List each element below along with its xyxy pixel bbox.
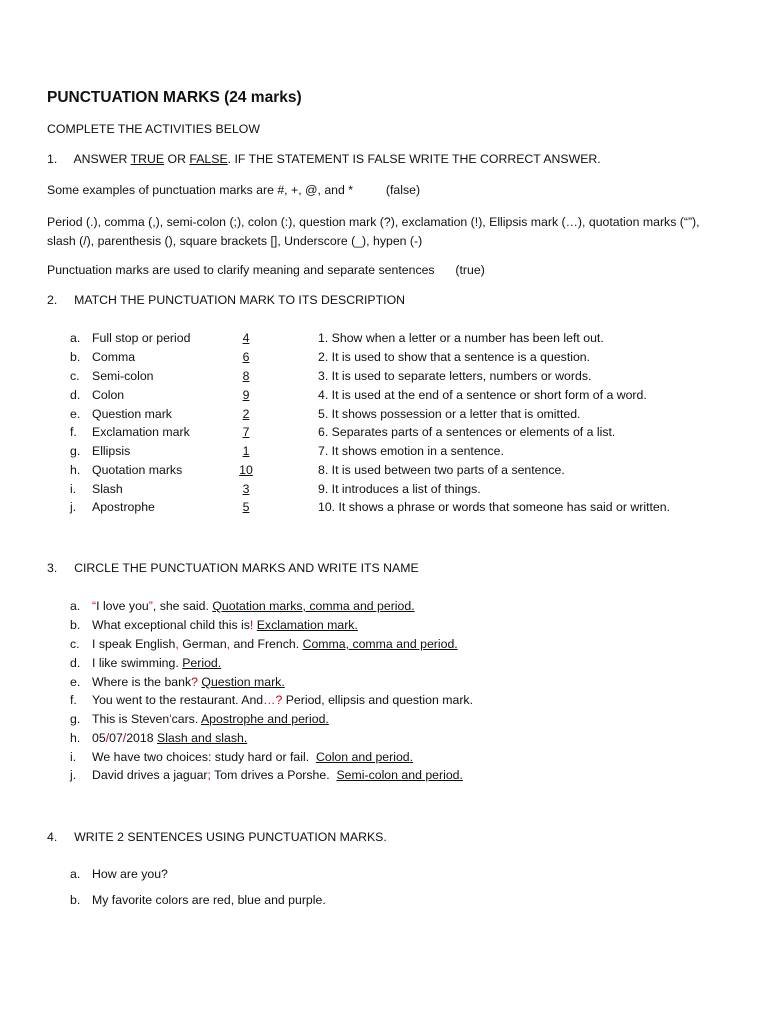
row-letter: c. [70, 637, 80, 651]
sentence-text: , she said. [152, 599, 213, 613]
row-letter: i. [70, 482, 77, 496]
section-4-heading [47, 830, 387, 844]
match-answer: 1 [242, 444, 250, 458]
punctuation-mark: / [105, 731, 110, 745]
sentence-text: I love you [96, 599, 149, 613]
sentence [92, 673, 285, 691]
match-answer: 5 [242, 500, 250, 514]
row-letter: h. [70, 463, 81, 477]
sentence [92, 654, 221, 672]
row-letter: f. [70, 425, 77, 439]
answer-text: Period, ellipsis and question mark. [285, 693, 474, 707]
heading-true: TRUE [130, 152, 165, 166]
mark-name: Comma [92, 350, 136, 364]
sentence-text: cars. [171, 712, 201, 726]
sentence-text: 07 [109, 731, 123, 745]
mark-description: 10. It shows a phrase or words that someone has said or written. [318, 500, 671, 514]
sentence-text: and French. [230, 637, 303, 651]
sentence [92, 748, 413, 766]
punctuation-mark: , [175, 637, 179, 651]
match-answer: 7 [242, 425, 250, 439]
mark-name: Ellipsis [92, 444, 131, 458]
mark-description: 3. It is used to separate letters, numbers or words. [318, 369, 592, 383]
mark-description: 4. It is used at the end of a sentence or short form of a word. [318, 388, 647, 402]
sentence-text: 05 [92, 731, 106, 745]
answer-text: Period. [182, 656, 222, 670]
heading-text: . IF THE STATEMENT IS FALSE WRITE THE CORRECT ANSWER. [227, 152, 601, 166]
match-answer: 10 [239, 463, 253, 477]
mark-name: Exclamation mark [92, 425, 190, 439]
sentence [92, 691, 473, 709]
section-number: 1. [47, 152, 58, 166]
sentence-text: Tom drives a Porshe. [210, 768, 337, 782]
row-letter: j. [70, 500, 77, 514]
heading-text: OR [164, 152, 190, 166]
sentence [92, 597, 415, 615]
statement-1 [47, 183, 420, 197]
row-letter: d. [70, 388, 81, 402]
heading-text: CIRCLE THE PUNCTUATION MARKS AND WRITE ITS NAME [74, 561, 419, 575]
row-letter: e. [70, 407, 81, 421]
row-letter: g. [70, 712, 81, 726]
row-letter: d. [70, 656, 81, 670]
row-letter: e. [70, 675, 81, 689]
page-title: PUNCTUATION MARKS (24 marks) [47, 89, 302, 106]
punctuation-mark: “ [92, 599, 97, 613]
match-answer: 6 [242, 350, 250, 364]
statement-2 [47, 263, 485, 277]
row-letter: b. [70, 893, 81, 907]
mark-name: Slash [92, 482, 123, 496]
answer-text: Semi-colon and period. [336, 768, 463, 782]
sentence [92, 635, 458, 653]
sentence [92, 729, 247, 747]
row-letter: c. [70, 369, 80, 383]
heading-text: ANSWER [73, 152, 131, 166]
match-answer: 8 [242, 369, 250, 383]
statement-text: Punctuation marks are used to clarify meaning and separate sentences [47, 263, 435, 277]
mark-description: 7. It shows emotion in a sentence. [318, 444, 504, 458]
section-1-heading [47, 152, 601, 166]
sentence [92, 710, 329, 728]
row-letter: j. [70, 768, 77, 782]
answer-text: Exclamation mark. [256, 618, 358, 632]
row-letter: g. [70, 444, 81, 458]
answer-text: Quotation marks, comma and period. [212, 599, 415, 613]
sentence-text: Where is the bank [92, 675, 192, 689]
mark-name: Apostrophe [92, 500, 155, 514]
punctuation-mark: ” [148, 599, 153, 613]
statement-answer: (false) [385, 183, 421, 197]
sentence-text: You went to the restaurant. And [92, 693, 264, 707]
heading-text: MATCH THE PUNCTUATION MARK TO ITS DESCRIPTION [74, 293, 406, 307]
mark-name: Colon [92, 388, 125, 402]
mark-description: 9. It introduces a list of things. [318, 482, 481, 496]
answer-text: Question mark. [201, 675, 285, 689]
sentence-text: 2018 [126, 731, 157, 745]
match-answer: 3 [242, 482, 250, 496]
mark-description: 6. Separates parts of a sentences or elements of a list. [318, 425, 616, 439]
mark-description: 5. It shows possession or a letter that is omitted. [318, 407, 581, 421]
punctuation-mark: ! [249, 618, 254, 632]
mark-name: Full stop or period [92, 331, 191, 345]
sentence-text: German [178, 637, 227, 651]
answer-text: Apostrophe and period. [200, 712, 329, 726]
mark-description: 1. Show when a letter or a number has been left out. [318, 331, 604, 345]
sentence [92, 766, 463, 784]
sentence-text: How are you? [92, 867, 168, 881]
answer-text: Slash and slash. [157, 731, 248, 745]
section-number: 4. [47, 830, 58, 844]
statement-text: Some examples of punctuation marks are #, +, @, and * [47, 183, 354, 197]
sentence-text: I speak English [92, 637, 176, 651]
sentence-text: I like swimming. [92, 656, 183, 670]
mark-description: 8. It is used between two parts of a sentence. [318, 463, 565, 477]
section-number: 2. [47, 293, 58, 307]
answer-text: Colon and period. [315, 750, 414, 764]
section-3-heading [47, 561, 419, 575]
mark-description: 2. It is used to show that a sentence is a question. [318, 350, 591, 364]
punctuation-mark: ' [169, 712, 172, 726]
row-letter: i. [70, 750, 77, 764]
heading-text: WRITE 2 SENTENCES USING PUNCTUATION MARKS. [74, 830, 387, 844]
row-letter: f. [70, 693, 77, 707]
punctuation-mark: , [226, 637, 231, 651]
sentence-text: What exceptional child this is [92, 618, 250, 632]
match-answer: 4 [242, 331, 250, 345]
punctuation-mark: …? [263, 693, 283, 707]
sentence-text: My favorite colors are red, blue and purple. [92, 893, 326, 907]
correction-paragraph: Period (.), comma (,), semi-colon (;), colon (:), question mark (?), exclamation (!), Ellipsis mark (…), quotation marks (“”), slash (/), parenthesis (), square brackets [], Underscore (_), hypen (-) [47, 215, 700, 248]
mark-name: Quotation marks [92, 463, 183, 477]
match-answer: 9 [242, 388, 250, 402]
statement-answer: (true) [455, 263, 485, 277]
section-number: 3. [47, 561, 58, 575]
sentence-text: This is Steven [92, 712, 170, 726]
row-letter: b. [70, 350, 81, 364]
mark-name: Semi-colon [92, 369, 154, 383]
row-letter: a. [70, 867, 81, 881]
punctuation-mark: / [122, 731, 127, 745]
row-letter: h. [70, 731, 81, 745]
punctuation-mark: ? [191, 675, 198, 689]
section-2-heading [47, 293, 405, 307]
match-answer: 2 [242, 407, 250, 421]
heading-false: FALSE [189, 152, 228, 166]
answer-text: Comma, comma and period. [302, 637, 458, 651]
sentence-text: We have two choices: study hard or fail. [92, 750, 316, 764]
row-letter: a. [70, 331, 81, 345]
sentence [92, 616, 358, 634]
punctuation-mark: ; [207, 768, 211, 782]
sentence-text: David drives a jaguar [92, 768, 208, 782]
row-letter: b. [70, 618, 81, 632]
row-letter: a. [70, 599, 81, 613]
instructions: COMPLETE THE ACTIVITIES BELOW [47, 122, 260, 136]
mark-name: Question mark [92, 407, 172, 421]
